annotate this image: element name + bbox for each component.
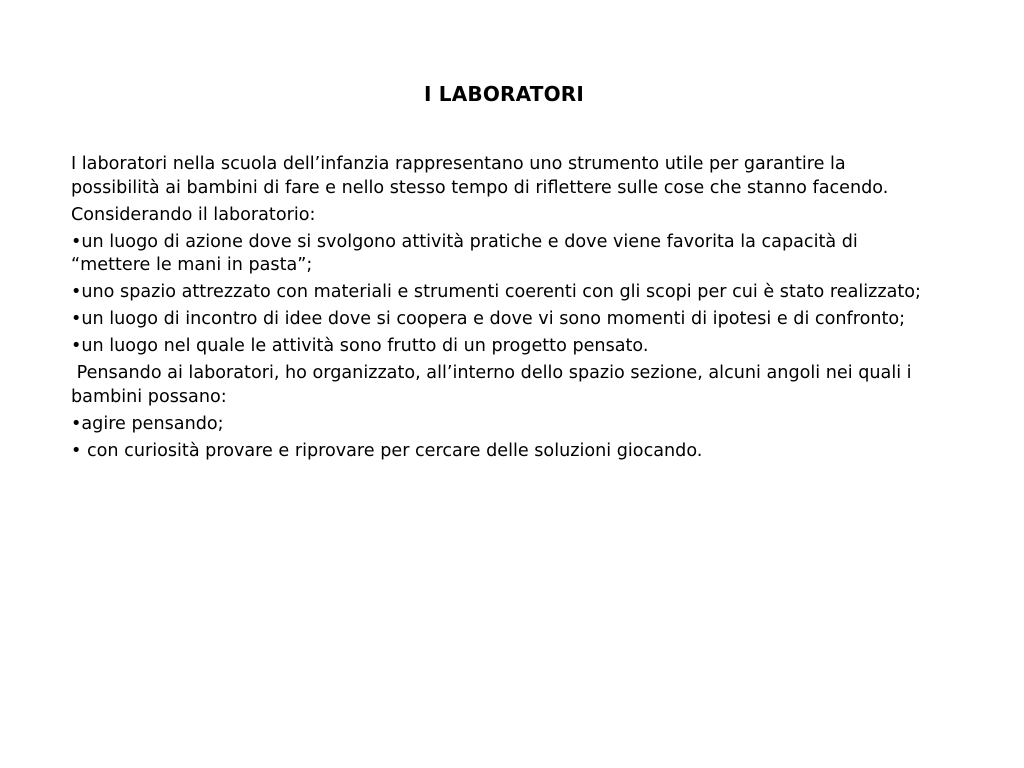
bullet-item: •uno spazio attrezzato con materiali e strumenti coerenti con gli scopi per cui è stato realizzato; xyxy=(71,282,921,302)
bullet-item: •un luogo di azione dove si svolgono attività pratiche e dove viene favorita la capacità di “mettere le mani in pasta”; xyxy=(71,231,864,275)
bullet-item: • con curiosità provare e riprovare per cercare delle soluzioni giocando. xyxy=(71,440,703,461)
slide-body xyxy=(71,153,931,467)
intro-paragraph: I laboratori nella scuola dell’infanzia rappresentano uno strumento utile per garantire la possibilità ai bambini di fare e nello stesso tempo di riflettere sulle cose che stanno facendo. xyxy=(71,154,889,198)
slide-title: I LABORATORI xyxy=(423,82,585,106)
lead-in-paragraph: Considerando il laboratorio: xyxy=(71,204,316,225)
organization-paragraph: Pensando ai laboratori, ho organizzato, all’interno dello spazio sezione, alcuni angoli nei quali i bambini possano: xyxy=(71,363,918,407)
bullet-item: •un luogo nel quale le attività sono frutto di un progetto pensato. xyxy=(71,336,649,356)
bullet-item: •agire pensando; xyxy=(71,413,224,434)
bullet-item: •un luogo di incontro di idee dove si coopera e dove vi sono momenti di ipotesi e di confronto; xyxy=(71,309,906,329)
